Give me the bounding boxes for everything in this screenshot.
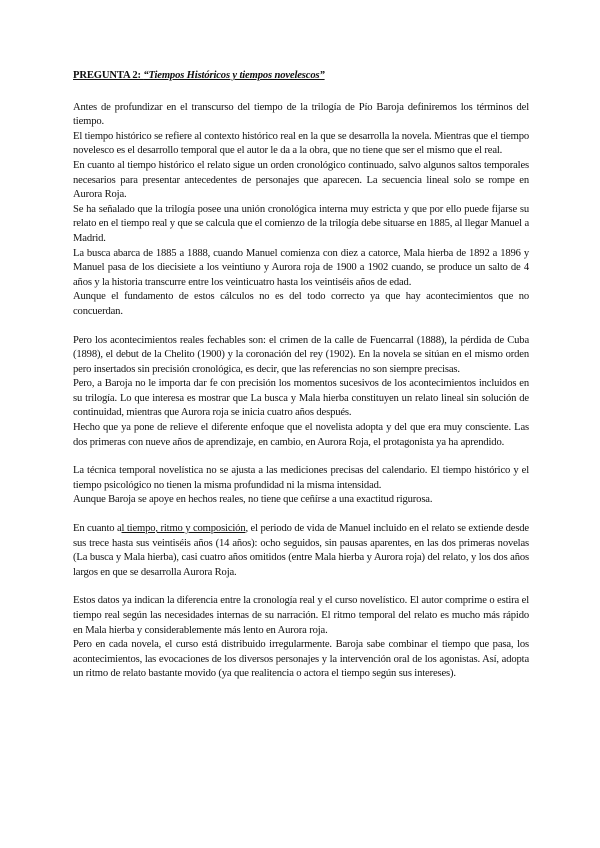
paragraph: Aunque el fundamento de estos cálculos no es del todo correcto ya que hay acontecimientos que no concuerdan. <box>73 291 529 317</box>
paragraph-gap <box>73 450 529 464</box>
paragraph: Pero los acontecimientos reales fechables son: el crimen de la calle de Fuencarral (1888), la pérdida de Cuba (1898), el debut de la Chelito (1900) y la coronación del rey (1902). En la novela se sitúan en el mismo orden pero insertados sin precisión cronológica, es decir, que las referencias no son siempre precisas. <box>73 334 529 375</box>
paragraph-gap <box>73 580 529 594</box>
title-quote: “Tiempos Históricos y tiempos novelescos” <box>143 70 325 81</box>
paragraph: La técnica temporal novelística no se ajusta a las mediciones precisas del calendario. El tiempo histórico y el tiempo psicológico no tienen la misma profundidad ni la misma intensidad. <box>73 465 529 491</box>
paragraph: En cuanto al tiempo histórico el relato sigue un orden cronológico continuado, salvo algunos saltos temporales necesarios para presentar antecedentes de personajes que aparecen. La secuencia lineal solo se rompe en Aurora Roja. <box>73 159 529 201</box>
paragraph: Pero, a Baroja no le importa dar fe con precisión los momentos sucesivos de los acontecimientos incluidos en su trilogía. Lo que interesa es mostrar que La busca y Mala hierba constituyen un relato lineal sin solución de continuidad, mientras que Aurora roja se inicia cuatro años después. <box>73 378 529 419</box>
ritmo-before: En cuanto a <box>73 523 122 535</box>
ritmo-after: , el periodo de vida de Manuel incluido en el relato se extiende desde sus trece hasta sus veintiséis años (14 años): ocho seguidos, sin pausas aparentes, en las dos primeras novelas (La busca y Mala hierba), casi cuatro años omitidos (entre Mala hierba y Aurora roja) del relato, y los dos años largos en que se desarrolla Aurora Roja. <box>73 523 529 578</box>
paragraph: Se ha señalado que la trilogía posee una unión cronológica interna muy estricta y que por ello puede fijarse su relato en el tiempo real y que se calcula que el comienzo de la trilogía debe situarse en 1885, al llegar Manuel a Madrid. <box>73 203 529 244</box>
paragraph: Estos datos ya indican la diferencia entre la cronología real y el curso novelístico. El autor comprime o estira el tiempo real según las necesidades internas de su narración. El ritmo temporal del relato es mucho más rápido en Mala hierba y considerablemente más lento en Aurora roja. <box>73 595 529 636</box>
paragraph-gap <box>73 320 529 334</box>
paragraph: El tiempo histórico se refiere al contexto histórico real en la que se desarrolla la novela. Mientras que el tiempo novelesco es el desarrollo temporal que el autor le da a la obra, que no tiene que ser el mismo que el real. <box>73 130 529 157</box>
paragraph: Antes de profundizar en el transcurso del tiempo de la trilogía de Pío Baroja definiremos los términos del tiempo. <box>73 101 529 128</box>
paragraph: La busca abarca de 1885 a 1888, cuando Manuel comienza con diez a catorce, Mala hierba de 1892 a 1896 y Manuel pasa de los diecisiete a los veintiuno y Aurora roja de 1900 a 1902 cuando, se produce un salto de 4 años y la historia transcurre entre los veinticuatro hasta los veintiséis años de edad. <box>73 247 529 288</box>
paragraph: Pero en cada novela, el curso está distribuido irregularmente. Baroja sabe combinar el tiempo que pasa, los acontecimientos, las evocaciones de los diversos personajes y la intervención oral de los agonistas. Así, adopta un ritmo de relato bastante movido (ya que realitencia o actora el tiempo según sus intereses). <box>73 639 529 680</box>
document-body <box>73 69 529 682</box>
title-prefix: PREGUNTA 2: <box>73 70 144 81</box>
paragraph-ritmo <box>73 522 529 580</box>
paragraph: Aunque Baroja se apoye en hechos reales, no tiene que ceñírse a una exactitud rigurosa. <box>73 494 433 506</box>
paragraph: Hecho que ya pone de relieve el diferente enfoque que el novelista adopta y del que era muy consciente. Las dos primeras con nueve años de aprendizaje, en cambio, en Aurora Roja, el protagonista ya ha aprendido. <box>73 422 529 448</box>
paragraph-gap <box>73 508 529 522</box>
ritmo-underlined-phrase: l tiempo, ritmo y composición <box>121 523 246 535</box>
page-title <box>73 69 529 84</box>
